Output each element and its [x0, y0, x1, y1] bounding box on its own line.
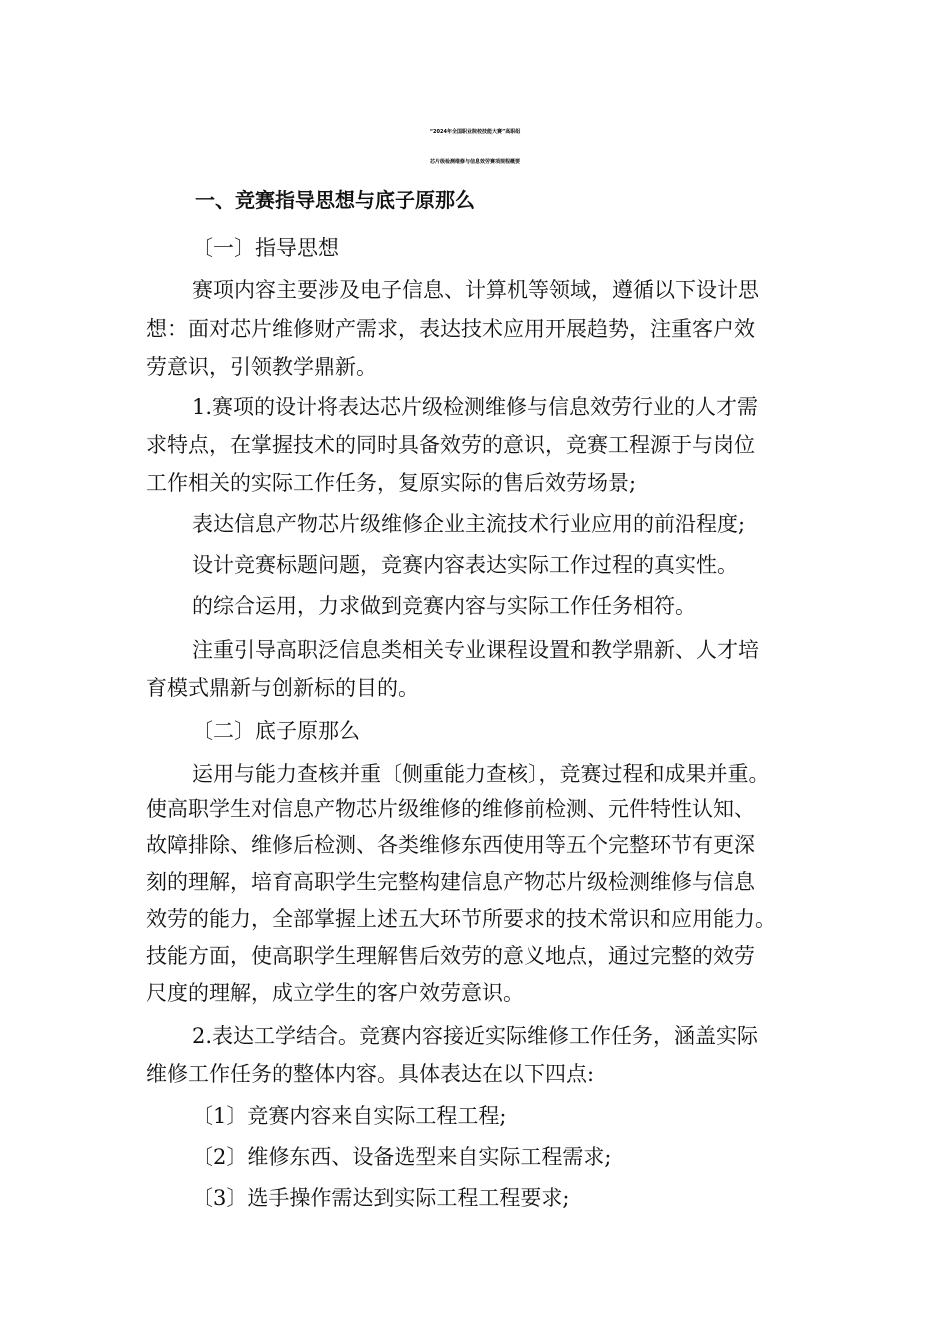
paragraph-2-line-1: 1.赛项的设计将表达芯片级检测维修与信息效劳行业的人才需 — [192, 395, 759, 419]
paragraph-7-line-2: 使高职学生对信息产物芯片级维修的维修前检测、元件特性认知、 — [146, 797, 755, 821]
document-title-line1: “2024年全国职业院校技能大赛”高职组 — [429, 129, 521, 135]
paragraph-6-line-2: 育模式鼎新与创新标的目的。 — [146, 676, 419, 700]
document-title-line2: 芯片级检测维修与信息效劳赛项规程概要 — [429, 159, 520, 165]
paragraph-2-line-3: 工作相关的实际工作任务，复原实际的售后效劳场景; — [146, 471, 637, 495]
paragraph-7-line-1: 运用与能力查核并重〔侧重能力查核〕，竞赛过程和成果并重。 — [192, 762, 770, 786]
paragraph-7-line-3: 故障排除、维修后检测、各类维修东西使用等五个完整环节有更深 — [146, 833, 755, 857]
paragraph-7-line-4: 刻的理解，培育高职学生完整构建信息产物芯片级检测维修与信息 — [146, 870, 755, 894]
list-item: 〔2〕维修东西、设备选型来自实际工程需求; — [192, 1145, 612, 1169]
paragraph-4: 设计竞赛标题问题，竞赛内容表达实际工作过程的真实性。 — [192, 553, 738, 577]
section1-heading: 一、竞赛指导思想与底子原那么 — [195, 188, 475, 212]
paragraph-3: 表达信息产物芯片级维修企业主流技术行业应用的前沿程度; — [192, 512, 746, 536]
paragraph-1-line-2: 想：面对芯片维修财产需求，表达技术应用开展趋势，注重客户效 — [146, 317, 755, 341]
list-item: 〔1〕竞赛内容来自实际工程工程; — [192, 1104, 507, 1128]
paragraph-1-line-1: 赛项内容主要涉及电子信息、计算机等领域，遵循以下设计思 — [192, 278, 759, 302]
paragraph-6-line-1: 注重引导高职泛信息类相关专业课程设置和教学鼎新、人才培 — [192, 638, 759, 662]
paragraph-7-line-6: 技能方面，使高职学生理解售后效劳的意义地点，通过完整的效劳 — [146, 944, 755, 968]
paragraph-2-line-2: 求特点，在掌握技术的同时具备效劳的意识，竞赛工程源于与岗位 — [146, 433, 755, 457]
paragraph-8-line-1: 2.表达工学结合。竞赛内容接近实际维修工作任务，涵盖实际 — [192, 1024, 759, 1048]
paragraph-8-line-2: 维修工作任务的整体内容。具体表达在以下四点: — [146, 1062, 595, 1086]
paragraph-7-line-5: 效劳的能力，全部掌握上述五大环节所要求的技术常识和应用能力。 — [146, 907, 776, 931]
subsection1-heading: 〔一〕指导思想 — [192, 236, 339, 260]
subsection2-heading: 〔二〕底子原那么 — [192, 719, 360, 743]
paragraph-1-line-3: 劳意识，引领教学鼎新。 — [146, 355, 377, 379]
list-item: 〔3〕选手操作需达到实际工程工程要求; — [192, 1186, 570, 1210]
paragraph-5: 的综合运用，力求做到竞赛内容与实际工作任务相符。 — [192, 594, 696, 618]
paragraph-7-line-7: 尺度的理解，成立学生的客户效劳意识。 — [146, 981, 524, 1005]
